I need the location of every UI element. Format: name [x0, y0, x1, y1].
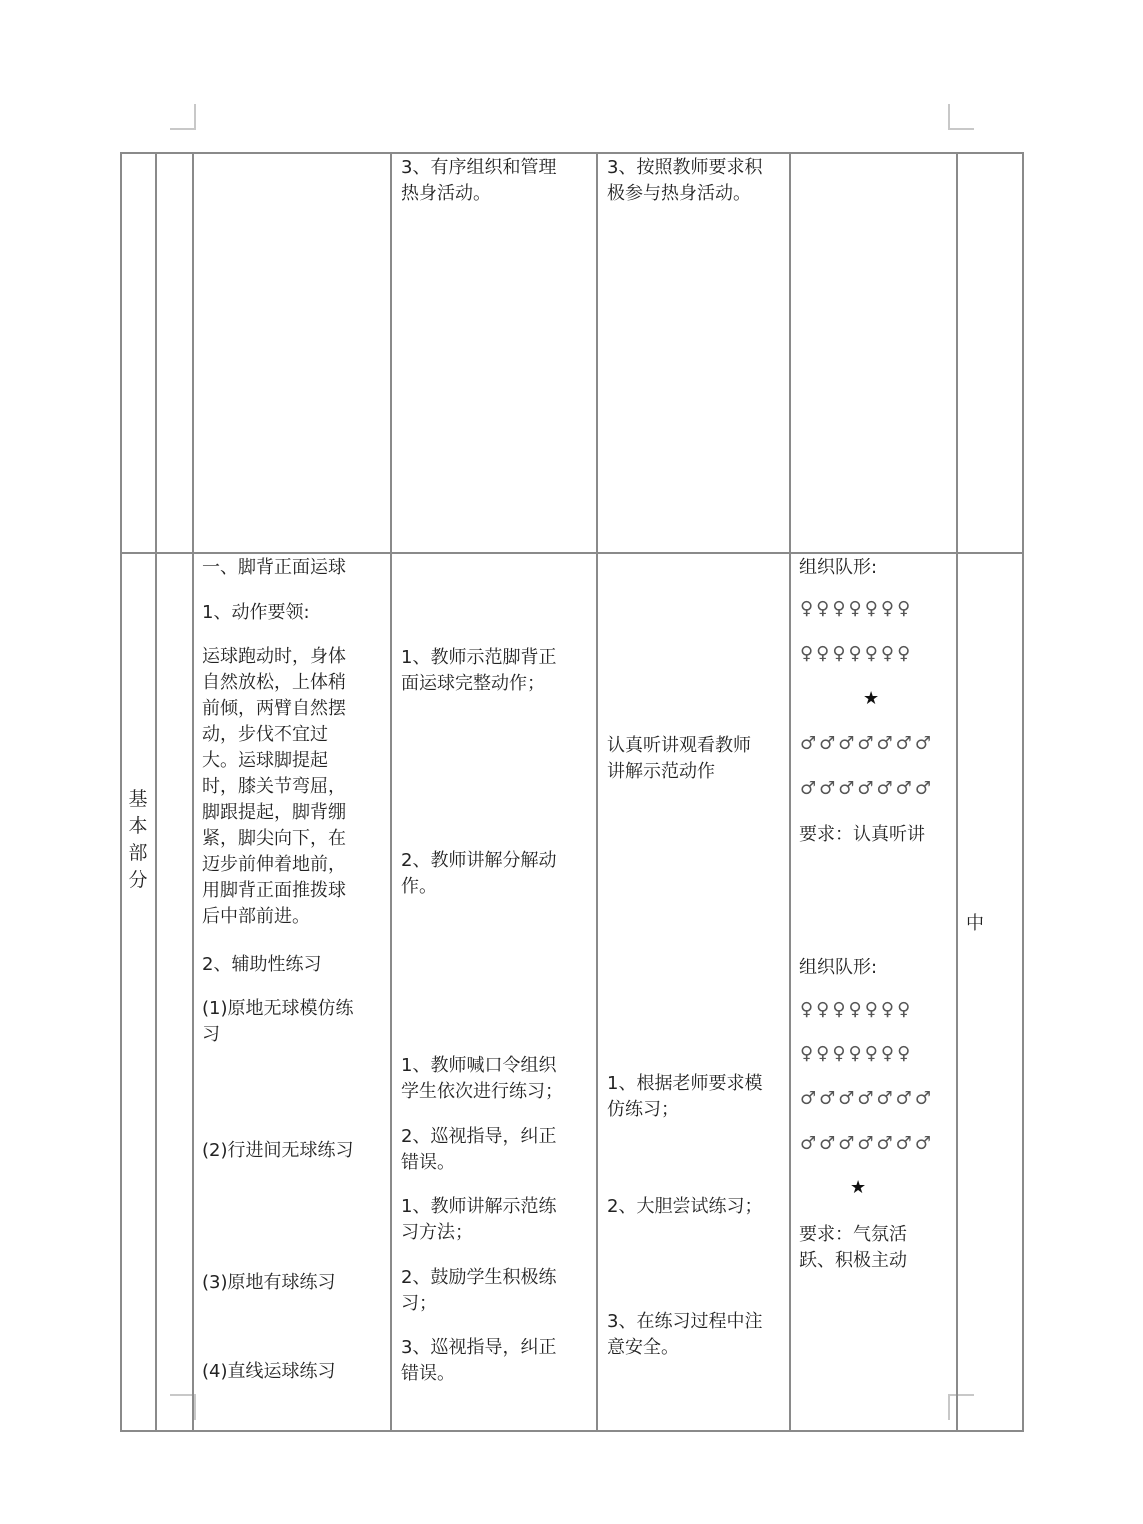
text-line: 3、在练习过程中注 [607, 1311, 763, 1332]
text-line: 脚跟提起，脚背绷 [202, 802, 346, 823]
text-line: 极参与热身活动。 [607, 183, 751, 204]
text-line: 错误。 [401, 1363, 455, 1384]
requirement-text: 要求：认真听讲 [799, 824, 925, 845]
section-label-char: 本 [128, 815, 148, 837]
text-line: 认真听讲观看教师 [607, 735, 751, 756]
teacher-step [401, 1335, 556, 1387]
col-border [956, 152, 958, 1432]
text-line: 前倾，两臂自然摆 [202, 698, 346, 719]
text-line: 错误。 [401, 1152, 455, 1173]
student-step [607, 1309, 762, 1361]
text-line: 运球跑动时，身体 [202, 646, 346, 667]
col-border [192, 152, 194, 1432]
female-symbol-row: ♀♀♀♀♀♀♀ [800, 598, 914, 619]
student-step: 2、大胆尝试练习； [607, 1196, 763, 1217]
crop-mark-top-right [948, 104, 974, 130]
male-symbol-row: ♂♂♂♂♂♂♂ [800, 778, 934, 799]
text-line: 3、有序组织和管理 [401, 157, 557, 178]
warmup-student-activity [607, 155, 762, 207]
col-border [390, 152, 392, 1432]
requirement-text [799, 1222, 907, 1274]
text-line: 自然放松，上体稍 [202, 672, 346, 693]
male-symbol-row: ♂♂♂♂♂♂♂ [800, 733, 934, 754]
text-line: 3、按照教师要求积 [607, 157, 763, 178]
text-line: 2、鼓励学生积极练 [401, 1267, 557, 1288]
content-subtitle: 1、动作要领: [202, 602, 310, 623]
female-symbol-row: ♀♀♀♀♀♀♀ [800, 1043, 914, 1064]
row-divider [120, 552, 1024, 554]
text-line: 学生依次进行练习； [401, 1081, 563, 1102]
text-line: 习； [401, 1293, 437, 1314]
drill-3: (3)原地有球练习 [202, 1272, 336, 1293]
drill-4: (4)直线运球练习 [202, 1361, 336, 1382]
aux-practice-title: 2、辅助性练习 [202, 954, 322, 975]
male-symbol-row: ♂♂♂♂♂♂♂ [800, 1133, 934, 1154]
text-line: 要求：气氛活 [799, 1224, 907, 1245]
formation-title: 组织队形: [799, 957, 878, 978]
text-line: 紧，脚尖向下，在 [202, 828, 346, 849]
text-line: 后中部前进。 [202, 906, 310, 927]
male-symbol-row: ♂♂♂♂♂♂♂ [800, 1088, 934, 1109]
essentials-text [202, 644, 346, 930]
text-line: 作。 [401, 876, 437, 897]
section-label-char: 部 [128, 842, 148, 864]
text-line: 习 [202, 1024, 220, 1045]
teacher-star-icon: ★ [863, 688, 880, 709]
teacher-step [401, 1124, 556, 1176]
text-line: 3、巡视指导，纠正 [401, 1337, 557, 1358]
female-symbol-row: ♀♀♀♀♀♀♀ [800, 999, 914, 1020]
text-line: 大。运球脚提起 [202, 750, 328, 771]
teacher-step [401, 1053, 563, 1105]
col-border [120, 152, 122, 1432]
table-border-bottom [120, 1430, 1024, 1432]
teacher-step [401, 1194, 556, 1246]
text-line: 意安全。 [607, 1337, 679, 1358]
student-step [607, 1071, 762, 1123]
formation-title: 组织队形: [799, 557, 878, 578]
text-line: 迈步前伸着地前， [202, 854, 346, 875]
col-border [596, 152, 598, 1432]
drill-2: (2)行进间无球练习 [202, 1140, 354, 1161]
table-border-top [120, 152, 1024, 154]
crop-mark-bottom-right [948, 1394, 974, 1420]
text-line: 跃、积极主动 [799, 1250, 907, 1271]
col-border [155, 152, 157, 1432]
text-line: 1、教师示范脚背正 [401, 647, 557, 668]
text-line: 讲解示范动作 [607, 761, 715, 782]
text-line: 面运球完整动作； [401, 673, 545, 694]
section-label-char: 分 [128, 869, 148, 891]
text-line: 动，步伐不宜过 [202, 724, 328, 745]
text-line: 2、巡视指导，纠正 [401, 1126, 557, 1147]
student-step [607, 733, 751, 785]
text-line: 1、根据老师要求模 [607, 1073, 763, 1094]
text-line: (1)原地无球模仿练 [202, 998, 354, 1019]
female-symbol-row: ♀♀♀♀♀♀♀ [800, 643, 914, 664]
drill-1 [202, 996, 354, 1048]
text-line: 热身活动。 [401, 183, 491, 204]
teacher-step [401, 848, 556, 900]
exercise-intensity: 中 [966, 913, 984, 934]
warmup-teacher-activity [401, 155, 556, 207]
crop-mark-top-left [170, 104, 196, 130]
text-line: 仿练习； [607, 1099, 679, 1120]
content-title: 一、脚背正面运球 [202, 557, 346, 578]
text-line: 时，膝关节弯屈， [202, 776, 346, 797]
text-line: 习方法； [401, 1222, 473, 1243]
text-line: 1、教师喊口令组织 [401, 1055, 557, 1076]
text-line: 2、教师讲解分解动 [401, 850, 557, 871]
text-line: 用脚背正面推拨球 [202, 880, 346, 901]
col-border [1022, 152, 1024, 1432]
teacher-step [401, 645, 556, 697]
text-line: 1、教师讲解示范练 [401, 1196, 557, 1217]
teacher-star-icon: ★ [850, 1177, 867, 1198]
col-border [789, 152, 791, 1432]
teacher-step [401, 1265, 556, 1317]
section-label-char: 基 [128, 788, 148, 810]
